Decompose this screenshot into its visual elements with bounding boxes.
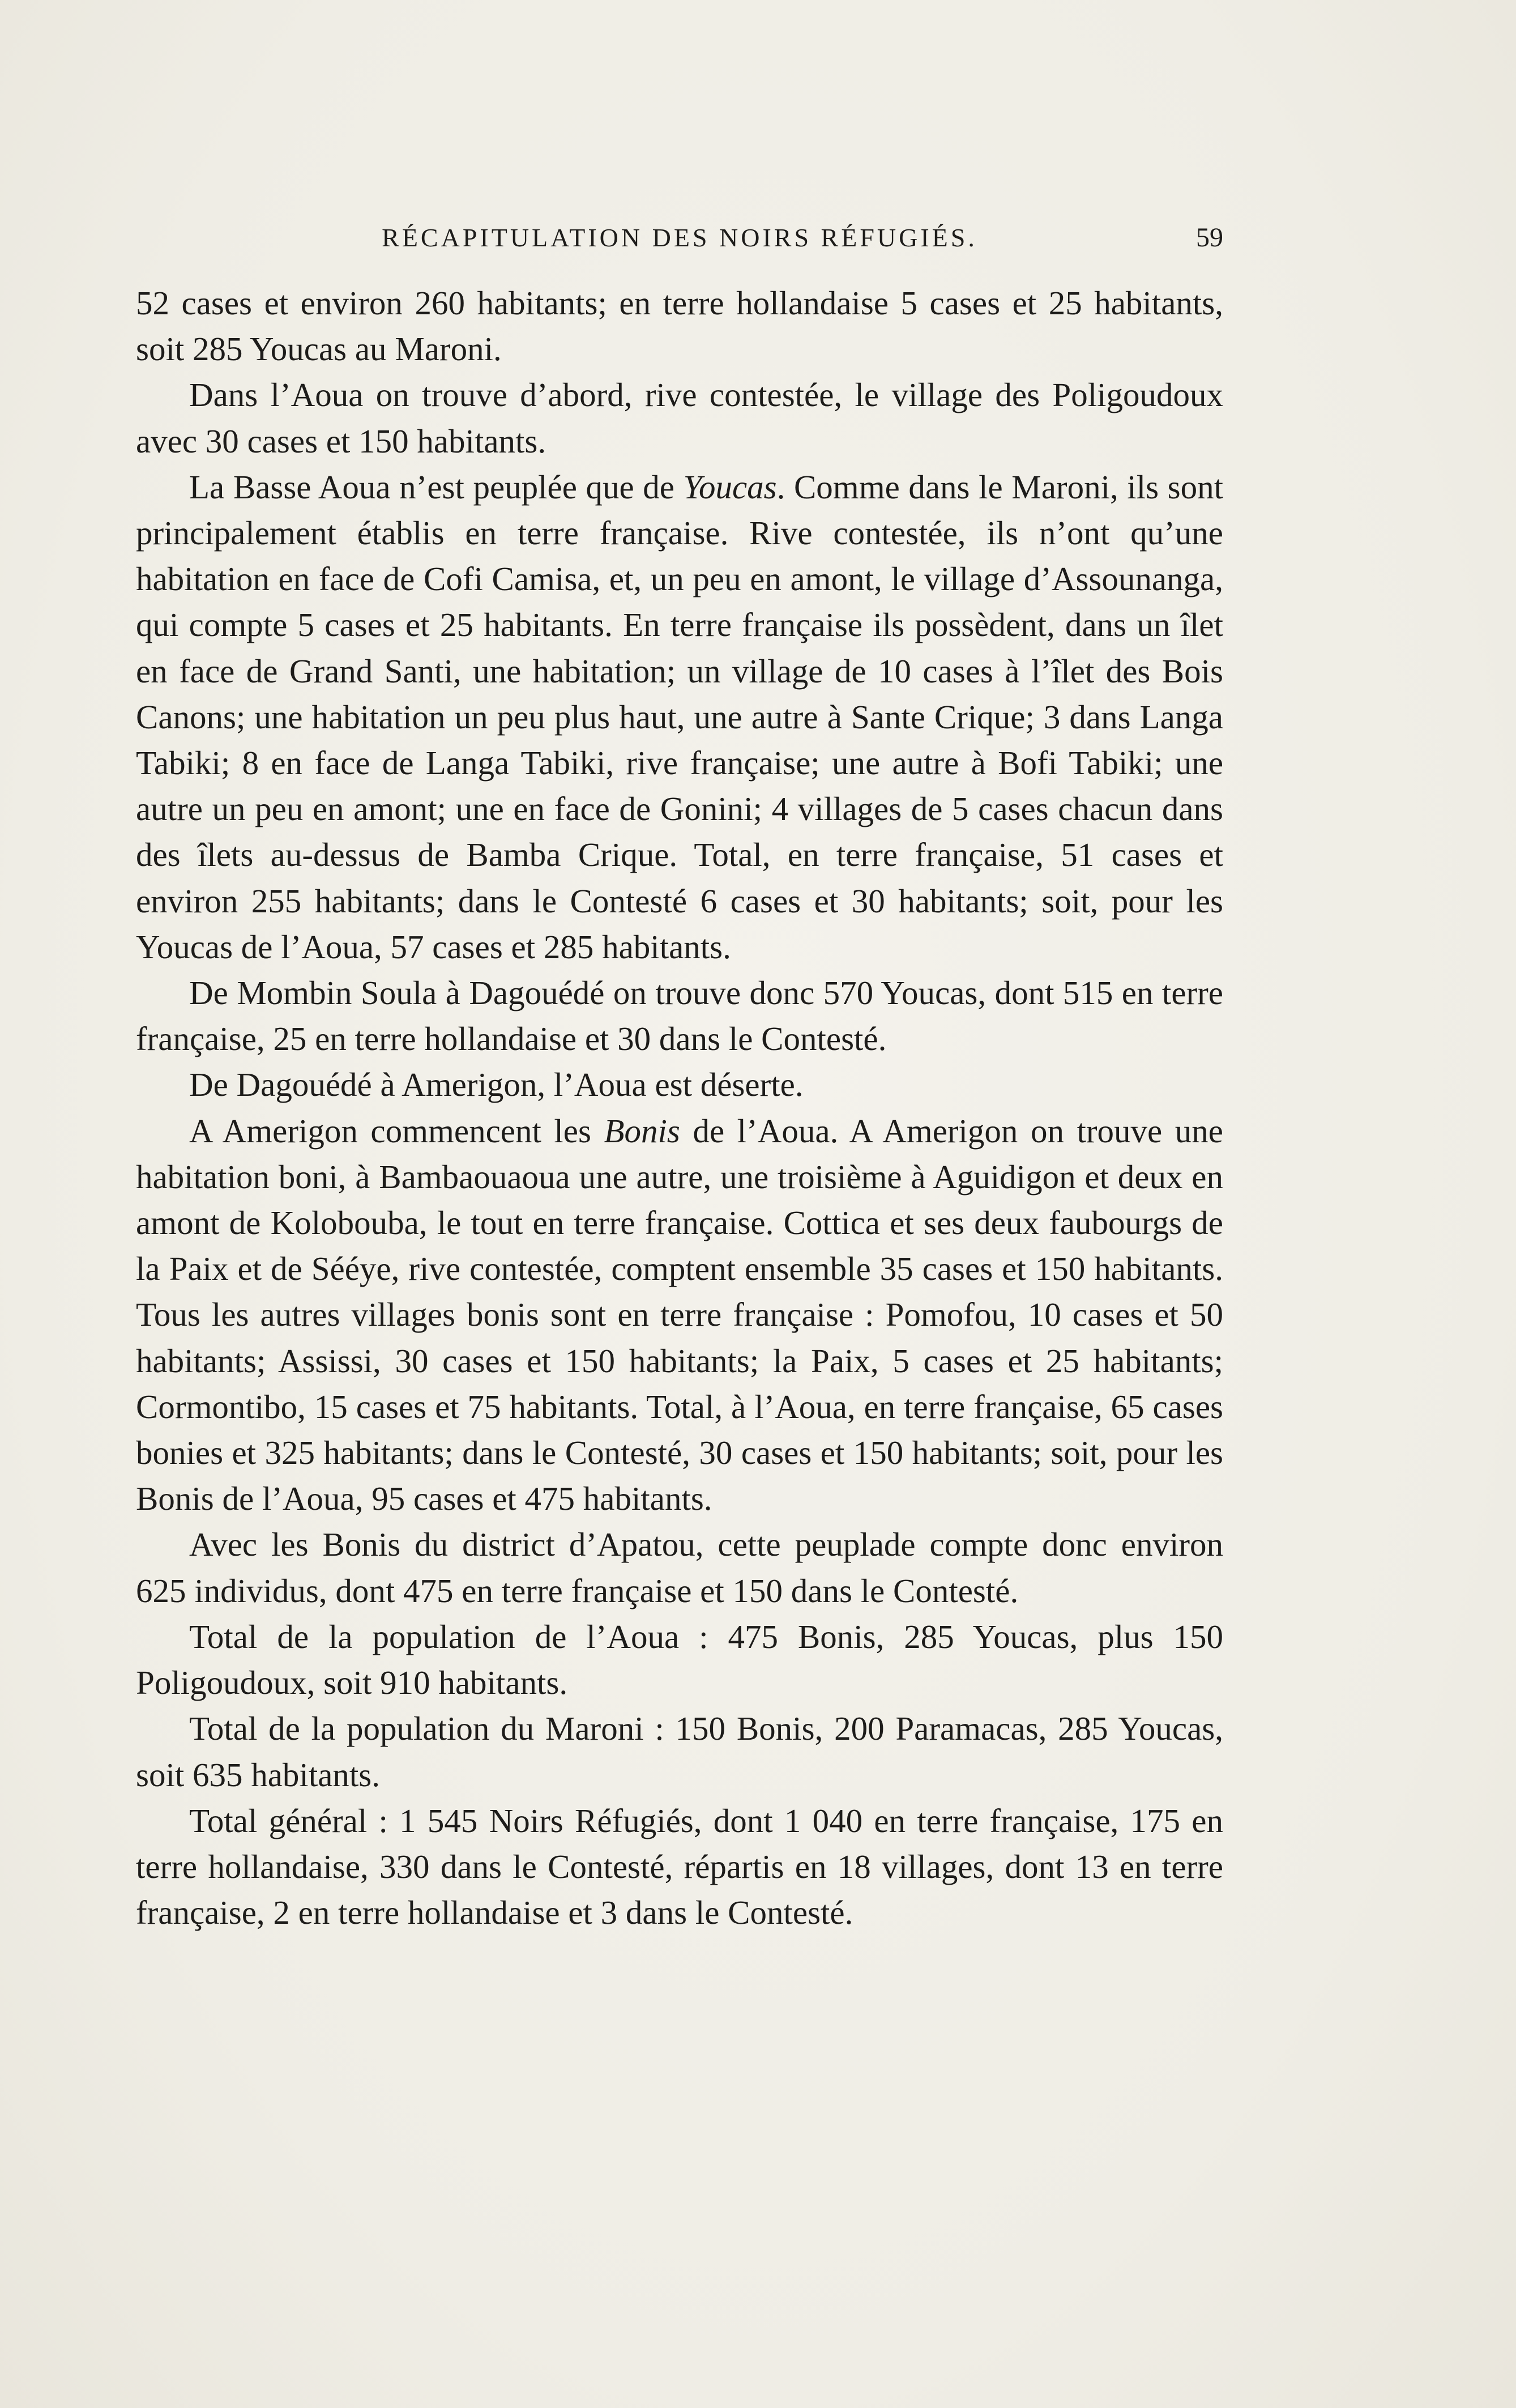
paragraph-8: Total de la population de l’Aoua : 475 Bonis, 285 Youcas, plus 150 Poligoudoux, soit 910 habitants. bbox=[136, 1617, 1223, 1702]
paragraph-3 bbox=[136, 464, 1223, 970]
paragraph-3-emphasis: Youcas bbox=[683, 468, 777, 506]
paragraph-9: Total de la population du Maroni : 150 Bonis, 200 Paramacas, 285 Youcas, soit 635 habitants. bbox=[136, 1710, 1223, 1794]
page-number: 59 bbox=[1196, 223, 1223, 253]
paragraph-3-rest: . Comme dans le Maroni, ils sont principalement établis en terre française. Rive contestée, ils n’ont qu’une habitation en face de Cofi Camisa, et, un peu en amont, le village d’Assounanga, qui compte 5 cases et 25 habitants. En terre française ils possèdent, dans un îlet en face de Grand Santi, une habitation; un village de 10 cases à l’îlet des Bois Canons; une habitation un peu plus haut, une autre à Sante Crique; 3 dans Langa Tabiki; 8 en face de Langa Tabiki, rive française; une autre à Bofi Tabiki; une autre un peu en amont; une en face de Gonini; 4 villages de 5 cases chacun dans des îlets au-dessus de Bamba Crique. Total, en terre française, 51 cases et environ 255 habitants; dans le Contesté 6 cases et 30 habitants; soit, pour les Youcas de l’Aoua, 57 cases et 285 habitants. bbox=[136, 468, 1223, 966]
paragraph-2: Dans l’Aoua on trouve d’abord, rive contestée, le village des Poligoudoux avec 30 cases et 150 habitants. bbox=[136, 376, 1223, 460]
paragraph-1: 52 cases et environ 260 habitants; en terre hollandaise 5 cases et 25 habitants, soit 285 Youcas au Maroni. bbox=[136, 284, 1223, 368]
paragraph-6-rest: de l’Aoua. A Amerigon on trouve une habitation boni, à Bambaouaoua une autre, une troisième à Aguidigon et deux en amont de Kolobouba, le tout en terre française. Cottica et ses deux faubourgs de la Paix et de Sééye, rive contestée, comptent ensemble 35 cases et 150 habitants. Tous les autres villages bonis sont en terre française : Pomofou, 10 cases et 50 habitants; Assissi, 30 cases et 150 habitants; la Paix, 5 cases et 25 habitants; Cormontibo, 15 cases et 75 habitants. Total, à l’Aoua, en terre française, 65 cases bonies et 325 habitants; dans le Contesté, 30 cases et 150 habitants; soit, pour les Bonis de l’Aoua, 95 cases et 475 habitants. bbox=[136, 1112, 1223, 1518]
paragraph-4: De Mombin Soula à Dagouédé on trouve donc 570 Youcas, dont 515 en terre française, 25 en terre hollandaise et 30 dans le Contesté. bbox=[136, 974, 1223, 1058]
paragraph-6 bbox=[136, 1108, 1223, 1522]
paragraph-7: Avec les Bonis du district d’Apatou, cette peuplade compte donc environ 625 individus, dont 475 en terre française et 150 dans le Contesté. bbox=[136, 1526, 1223, 1609]
paragraph-6-lead: A Amerigon commencent les bbox=[189, 1112, 604, 1150]
paragraph-3-lead: La Basse Aoua n’est peuplée que de bbox=[189, 468, 684, 506]
paragraph-6-emphasis: Bonis bbox=[604, 1112, 680, 1150]
paragraph-10: Total général : 1 545 Noirs Réfugiés, dont 1 040 en terre française, 175 en terre hollandaise, 330 dans le Contesté, répartis en 18 villages, dont 13 en terre française, 2 en terre hollandaise et 3 dans le Contesté. bbox=[136, 1801, 1223, 1932]
paragraph-5: De Dagouédé à Amerigon, l’Aoua est déserte. bbox=[189, 1066, 804, 1104]
running-head bbox=[136, 218, 1223, 258]
body-text bbox=[136, 280, 1223, 1936]
running-title: RÉCAPITULATION DES NOIRS RÉFUGIÉS. bbox=[382, 223, 977, 252]
